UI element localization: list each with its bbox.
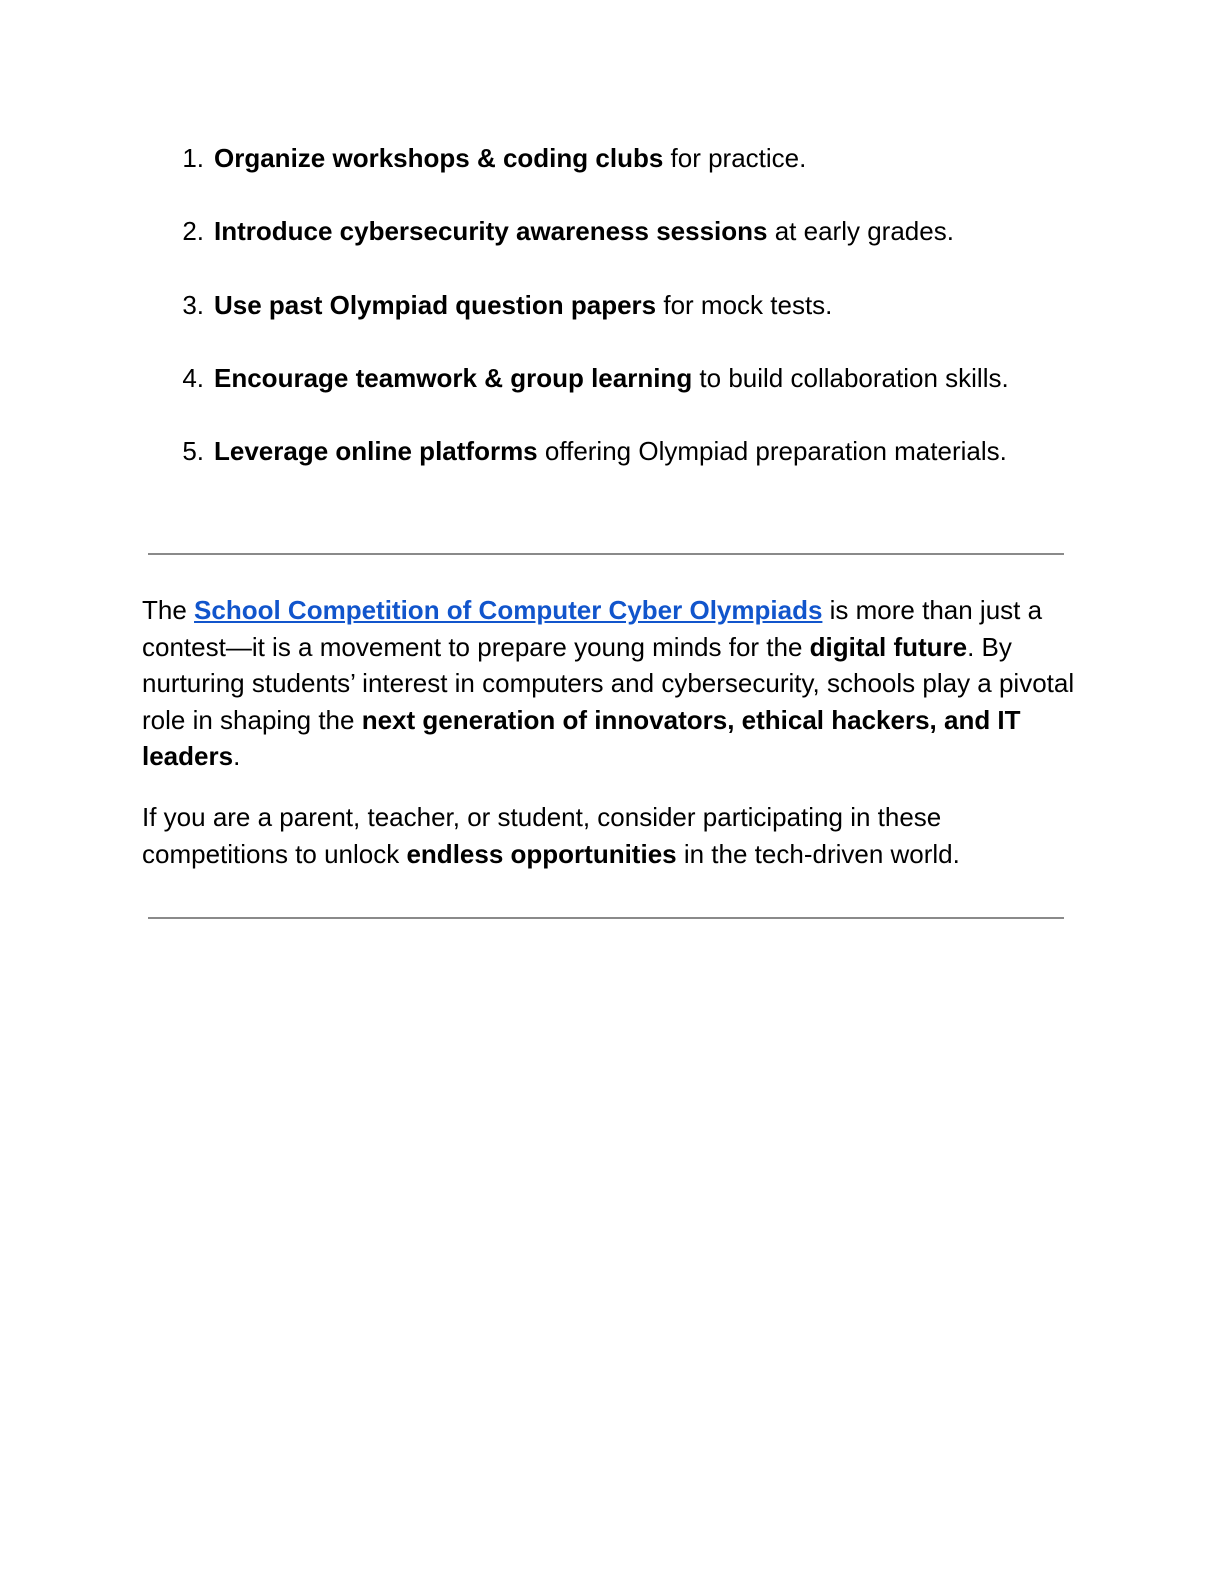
list-item-number: 1.	[182, 143, 204, 173]
list-item-rest-text: to build collaboration skills.	[692, 362, 1009, 393]
list-item-rest-text: for practice.	[663, 143, 807, 173]
list-item	[150, 140, 1090, 213]
text-run: If you are a parent, teacher, or student, consider participating in these competitions to unlock	[142, 802, 942, 869]
list-item-text	[214, 360, 1009, 396]
list-item	[150, 287, 1090, 360]
text-run: . By nurturing students’ interest in computers and cybersecurity, schools play a pivotal role in shaping the	[142, 631, 1075, 735]
list-item-rest-text: offering Olympiad preparation materials.	[537, 436, 1007, 467]
text-run: The	[142, 595, 195, 625]
list-item-bold-text: Use past Olympiad question papers	[214, 289, 657, 320]
tips-list	[150, 140, 1090, 506]
bold-text: digital future	[809, 631, 968, 662]
text-run: in the tech-driven world.	[676, 838, 960, 869]
bold-text: next generation of innovators, ethical hackers, and IT leaders	[142, 704, 1021, 771]
list-item	[150, 433, 1090, 506]
list-item-bold-text: Introduce cybersecurity awareness sessions	[214, 216, 768, 247]
list-item-rest-text: for mock tests.	[656, 289, 833, 320]
list-item-number: 4.	[182, 362, 204, 393]
list-item-number: 5.	[182, 436, 204, 467]
list-item	[150, 360, 1090, 433]
call-to-action-paragraph	[142, 799, 1077, 872]
list-item-number: 2.	[182, 216, 204, 247]
list-item-bold-text: Encourage teamwork & group learning	[214, 362, 693, 393]
list-item-bold-text: Leverage online platforms	[214, 436, 538, 467]
text-run: is more than just a contest—it is a movement to prepare young minds for the	[142, 595, 1043, 662]
list-item-number: 3.	[182, 289, 204, 320]
horizontal-divider	[148, 553, 1064, 555]
list-item-text	[214, 213, 954, 249]
olympiads-link[interactable]: School Competition of Computer Cyber Olympiads	[194, 595, 823, 625]
list-item	[150, 213, 1090, 286]
list-item-bold-text: Organize workshops & coding clubs	[214, 143, 664, 173]
bold-text: endless opportunities	[406, 838, 677, 869]
conclusion-paragraph	[142, 592, 1077, 775]
list-item-rest-text: at early grades.	[767, 216, 954, 247]
list-item-text	[214, 287, 832, 323]
text-run: .	[233, 741, 241, 771]
list-item-text	[214, 433, 1007, 469]
list-item-text	[214, 140, 806, 176]
horizontal-divider	[148, 917, 1064, 919]
